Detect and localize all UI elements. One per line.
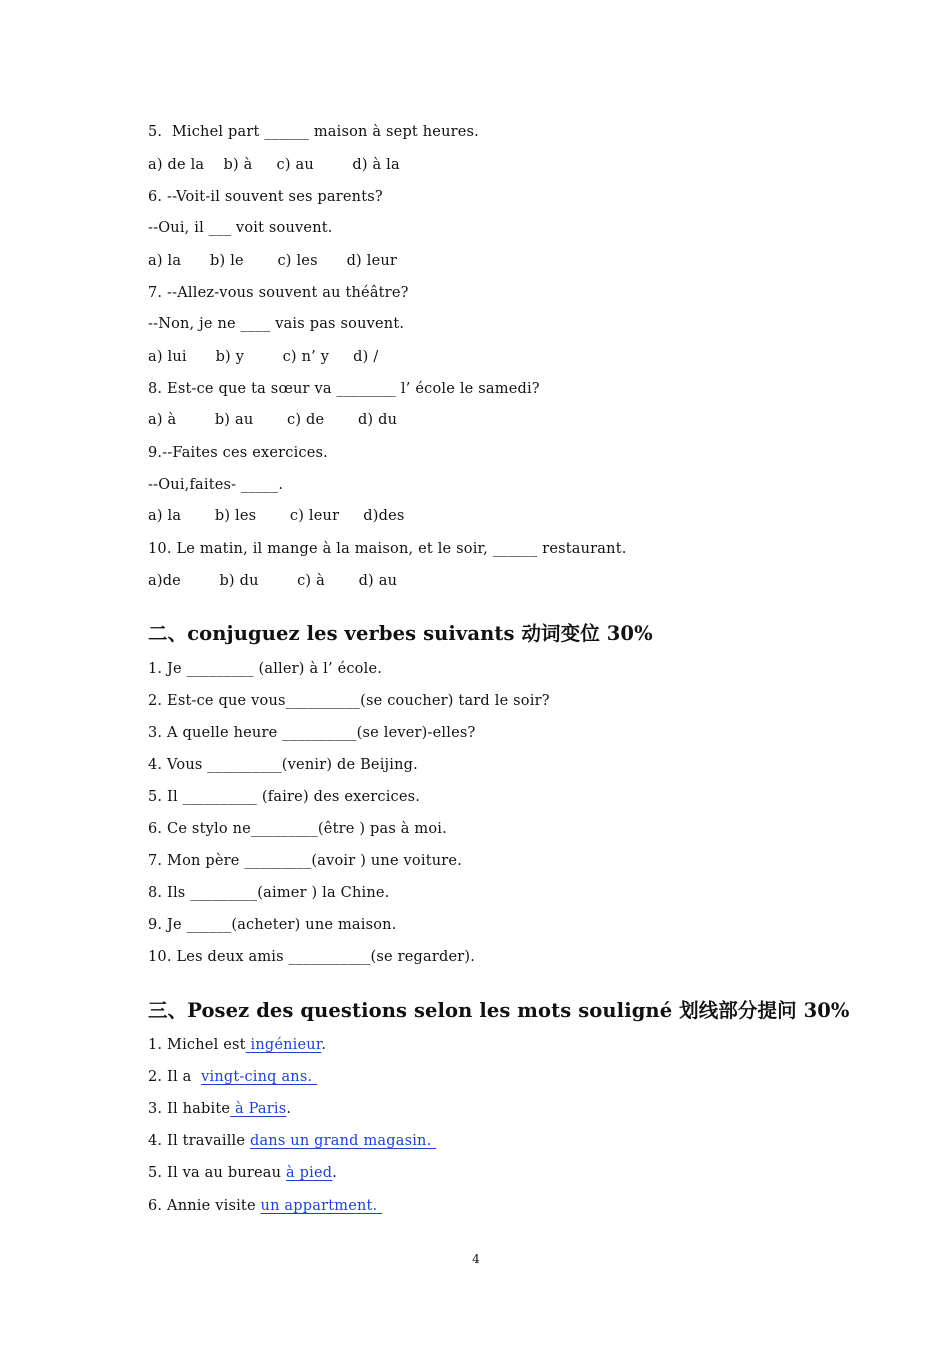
options-5: a) de la b) à c) au d) à la	[148, 157, 400, 173]
conjugation-item-1: 1. Je _________ (aller) à l’ école.	[148, 661, 383, 677]
question-item-5-end: .	[332, 1165, 338, 1181]
question-item-2-underlined: vingt-cinq ans.	[201, 1069, 318, 1085]
conjugation-item-10: 10. Les deux amis ___________(se regarder).	[148, 949, 476, 965]
question-item-1-text: 1. Michel est	[148, 1037, 246, 1053]
conjugation-item-9: 9. Je ______(acheter) une maison.	[148, 917, 397, 933]
question-6-answer: --Oui, il ___ voit souvent.	[148, 220, 333, 236]
question-7-answer: --Non, je ne ____ vais pas souvent.	[148, 316, 405, 332]
question-item-2-text: 2. Il a	[148, 1069, 202, 1085]
question-item-3-text: 3. Il habite	[148, 1101, 231, 1117]
conjugation-item-4: 4. Vous __________(venir) de Beijing.	[148, 757, 418, 773]
question-7: 7. --Allez-vous souvent au théâtre?	[148, 285, 409, 301]
question-item-3-end: .	[286, 1101, 292, 1117]
question-item-4	[148, 1133, 436, 1149]
question-item-6	[148, 1198, 382, 1214]
question-9: 9.--Faites ces exercices.	[148, 445, 328, 461]
options-9: a) la b) les c) leur d)des	[148, 508, 405, 524]
conjugation-item-2: 2. Est-ce que vous__________(se coucher) tard le soir?	[148, 693, 550, 709]
question-item-6-underlined: un appartment.	[260, 1198, 383, 1214]
question-5: 5. Michel part ______ maison à sept heures.	[148, 124, 479, 140]
question-10: 10. Le matin, il mange à la maison, et le soir, ______ restaurant.	[148, 541, 627, 557]
conjugation-item-7: 7. Mon père _________(avoir ) une voiture.	[148, 853, 462, 869]
conjugation-item-6: 6. Ce stylo ne_________(être ) pas à moi.	[148, 821, 447, 837]
question-9-answer: --Oui,faites- _____.	[148, 477, 284, 493]
options-6: a) la b) le c) les d) leur	[148, 253, 398, 269]
options-8: a) à b) au c) de d) du	[148, 412, 398, 428]
conjugation-item-8: 8. Ils _________(aimer ) la Chine.	[148, 885, 390, 901]
question-item-1-end: .	[321, 1037, 327, 1053]
question-item-2	[148, 1069, 317, 1085]
question-item-5-text: 5. Il va au bureau	[148, 1165, 286, 1181]
conjugation-item-5: 5. Il __________ (faire) des exercices.	[148, 789, 421, 805]
conjugation-item-3: 3. A quelle heure __________(se lever)-elles?	[148, 725, 476, 741]
question-item-5	[148, 1165, 337, 1181]
question-item-4-text: 4. Il travaille	[148, 1133, 250, 1149]
page-number: 4	[472, 1252, 480, 1266]
question-item-1	[148, 1037, 326, 1053]
question-item-4-underlined: dans un grand magasin.	[249, 1133, 437, 1149]
section-3-heading: 三、Posez des questions selon les mots souligné 划线部分提问 30%	[148, 999, 850, 1022]
question-item-1-underlined: ingénieur	[245, 1037, 322, 1053]
question-8: 8. Est-ce que ta sœur va ________ l’ école le samedi?	[148, 381, 540, 397]
section-2-heading: 二、conjuguez les verbes suivants 动词变位 30%	[148, 622, 653, 645]
question-item-5-underlined: à pied	[285, 1165, 333, 1181]
question-6: 6. --Voit-il souvent ses parents?	[148, 189, 383, 205]
question-item-3	[148, 1101, 291, 1117]
question-item-3-underlined: à Paris	[230, 1101, 287, 1117]
options-7: a) lui b) y c) n’ y d) /	[148, 349, 379, 365]
question-item-6-text: 6. Annie visite	[148, 1198, 261, 1214]
options-10: a)de b) du c) à d) au	[148, 573, 398, 589]
